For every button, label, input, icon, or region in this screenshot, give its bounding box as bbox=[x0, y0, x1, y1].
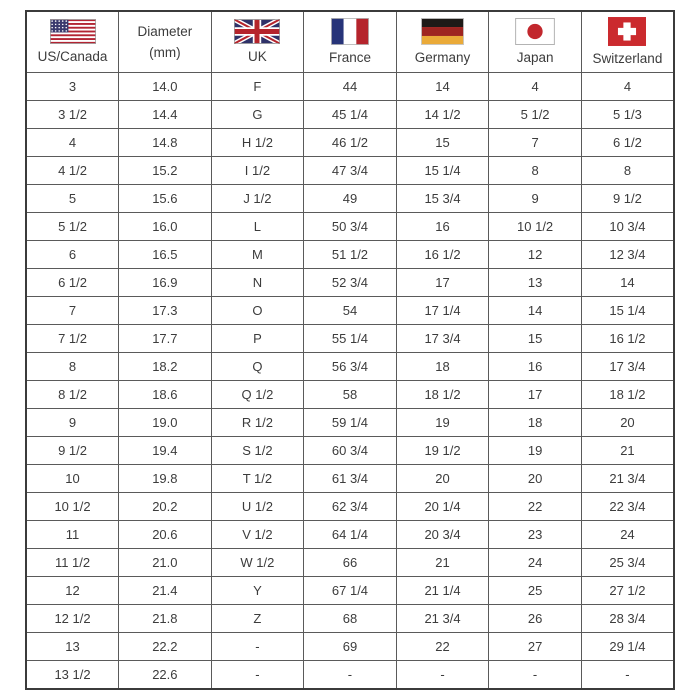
table-cell: 46 1/2 bbox=[304, 129, 397, 157]
column-header-label: Switzerland bbox=[592, 51, 663, 67]
table-cell: 25 3/4 bbox=[581, 549, 674, 577]
table-cell: 15.2 bbox=[119, 157, 212, 185]
table-cell: T 1/2 bbox=[211, 465, 304, 493]
table-cell: 3 1/2 bbox=[26, 101, 119, 129]
column-header-uk bbox=[211, 11, 304, 73]
table-cell: 4 1/2 bbox=[26, 157, 119, 185]
table-cell: W 1/2 bbox=[211, 549, 304, 577]
table-row bbox=[26, 157, 674, 185]
table-cell: 69 bbox=[304, 633, 397, 661]
table-cell: - bbox=[581, 661, 674, 690]
table-cell: 16 bbox=[396, 213, 489, 241]
table-cell: 8 bbox=[489, 157, 582, 185]
table-cell: 20 bbox=[489, 465, 582, 493]
table-cell: 18 1/2 bbox=[396, 381, 489, 409]
table-cell: 16 1/2 bbox=[396, 241, 489, 269]
table-cell: Z bbox=[211, 605, 304, 633]
table-cell: - bbox=[396, 661, 489, 690]
table-cell: 16.9 bbox=[119, 269, 212, 297]
table-cell: 15 bbox=[396, 129, 489, 157]
table-cell: 13 bbox=[489, 269, 582, 297]
table-cell: 5 1/2 bbox=[489, 101, 582, 129]
table-cell: 14 1/2 bbox=[396, 101, 489, 129]
table-cell: 14.8 bbox=[119, 129, 212, 157]
table-cell: 27 bbox=[489, 633, 582, 661]
table-cell: 14 bbox=[396, 73, 489, 101]
table-cell: 24 bbox=[581, 521, 674, 549]
column-header-label: US/Canada bbox=[37, 49, 108, 65]
table-cell: 19.4 bbox=[119, 437, 212, 465]
table-cell: - bbox=[304, 661, 397, 690]
table-cell: 60 3/4 bbox=[304, 437, 397, 465]
table-cell: 26 bbox=[489, 605, 582, 633]
table-cell: M bbox=[211, 241, 304, 269]
table-cell: 21 3/4 bbox=[396, 605, 489, 633]
column-header-label: Diameter bbox=[137, 23, 193, 39]
table-row bbox=[26, 213, 674, 241]
table-row bbox=[26, 325, 674, 353]
table-cell: 22 bbox=[489, 493, 582, 521]
table-cell: 68 bbox=[304, 605, 397, 633]
table-cell: V 1/2 bbox=[211, 521, 304, 549]
table-cell: 67 1/4 bbox=[304, 577, 397, 605]
table-cell: 12 bbox=[26, 577, 119, 605]
table-cell: S 1/2 bbox=[211, 437, 304, 465]
table-cell: L bbox=[211, 213, 304, 241]
table-cell: 61 3/4 bbox=[304, 465, 397, 493]
column-header-label: Japan bbox=[516, 50, 554, 66]
table-cell: 21.8 bbox=[119, 605, 212, 633]
column-header-diameter bbox=[119, 11, 212, 73]
table-cell: P bbox=[211, 325, 304, 353]
table-cell: 13 1/2 bbox=[26, 661, 119, 690]
uk-flag-icon bbox=[234, 19, 280, 44]
table-cell: 18.6 bbox=[119, 381, 212, 409]
table-cell: 9 1/2 bbox=[26, 437, 119, 465]
table-row bbox=[26, 101, 674, 129]
table-row bbox=[26, 73, 674, 101]
table-cell: 13 bbox=[26, 633, 119, 661]
column-header-label: France bbox=[328, 50, 371, 66]
column-header-germany bbox=[396, 11, 489, 73]
table-row bbox=[26, 521, 674, 549]
table-cell: 15 1/4 bbox=[581, 297, 674, 325]
table-cell: F bbox=[211, 73, 304, 101]
table-cell: 20 1/4 bbox=[396, 493, 489, 521]
table-cell: 14 bbox=[581, 269, 674, 297]
table-cell: 7 bbox=[26, 297, 119, 325]
table-cell: N bbox=[211, 269, 304, 297]
table-cell: 16.0 bbox=[119, 213, 212, 241]
table-row bbox=[26, 353, 674, 381]
table-cell: 15 1/4 bbox=[396, 157, 489, 185]
table-cell: 49 bbox=[304, 185, 397, 213]
table-cell: 16.5 bbox=[119, 241, 212, 269]
table-cell: 16 1/2 bbox=[581, 325, 674, 353]
table-row bbox=[26, 465, 674, 493]
column-header-france bbox=[304, 11, 397, 73]
table-cell: 21 1/4 bbox=[396, 577, 489, 605]
table-cell: 19.8 bbox=[119, 465, 212, 493]
table-cell: 52 3/4 bbox=[304, 269, 397, 297]
table-row bbox=[26, 297, 674, 325]
table-cell: 21.4 bbox=[119, 577, 212, 605]
table-cell: 18 bbox=[489, 409, 582, 437]
table-cell: 54 bbox=[304, 297, 397, 325]
table-cell: 19 bbox=[396, 409, 489, 437]
table-cell: G bbox=[211, 101, 304, 129]
table-cell: R 1/2 bbox=[211, 409, 304, 437]
table-cell: 17.3 bbox=[119, 297, 212, 325]
table-row bbox=[26, 577, 674, 605]
column-header-label: UK bbox=[248, 49, 267, 65]
france-flag-icon bbox=[331, 18, 369, 45]
table-cell: 10 bbox=[26, 465, 119, 493]
table-cell: 4 bbox=[489, 73, 582, 101]
table-cell: 14.4 bbox=[119, 101, 212, 129]
table-cell: H 1/2 bbox=[211, 129, 304, 157]
table-cell: Y bbox=[211, 577, 304, 605]
column-header-japan bbox=[489, 11, 582, 73]
table-cell: 15 3/4 bbox=[396, 185, 489, 213]
table-cell: 16 bbox=[489, 353, 582, 381]
table-cell: 4 bbox=[581, 73, 674, 101]
table-row bbox=[26, 241, 674, 269]
table-cell: 18.2 bbox=[119, 353, 212, 381]
table-row bbox=[26, 269, 674, 297]
table-cell: 3 bbox=[26, 73, 119, 101]
table-cell: Q 1/2 bbox=[211, 381, 304, 409]
table-cell: 62 3/4 bbox=[304, 493, 397, 521]
table-cell: 18 bbox=[396, 353, 489, 381]
us-flag-icon bbox=[50, 19, 96, 44]
table-cell: 50 3/4 bbox=[304, 213, 397, 241]
table-cell: 17.7 bbox=[119, 325, 212, 353]
table-cell: 21 bbox=[396, 549, 489, 577]
table-cell: 7 bbox=[489, 129, 582, 157]
table-cell: - bbox=[489, 661, 582, 690]
table-cell: 47 3/4 bbox=[304, 157, 397, 185]
table-header bbox=[26, 11, 674, 73]
table-cell: 11 1/2 bbox=[26, 549, 119, 577]
table-cell: 10 3/4 bbox=[581, 213, 674, 241]
table-cell: 29 1/4 bbox=[581, 633, 674, 661]
table-cell: 6 1/2 bbox=[26, 269, 119, 297]
table-cell: 8 1/2 bbox=[26, 381, 119, 409]
column-header-sublabel: (mm) bbox=[149, 44, 181, 60]
table-cell: 8 bbox=[26, 353, 119, 381]
table-cell: 56 3/4 bbox=[304, 353, 397, 381]
table-cell: 19 bbox=[489, 437, 582, 465]
table-row bbox=[26, 437, 674, 465]
table-cell: J 1/2 bbox=[211, 185, 304, 213]
table-cell: 9 bbox=[489, 185, 582, 213]
table-cell: 6 bbox=[26, 241, 119, 269]
table-cell: 20.6 bbox=[119, 521, 212, 549]
table-cell: 15.6 bbox=[119, 185, 212, 213]
table-cell: 27 1/2 bbox=[581, 577, 674, 605]
table-cell: 21 bbox=[581, 437, 674, 465]
table-row bbox=[26, 605, 674, 633]
table-body bbox=[26, 73, 674, 690]
table-row bbox=[26, 129, 674, 157]
table-cell: 17 1/4 bbox=[396, 297, 489, 325]
table-cell: 5 1/3 bbox=[581, 101, 674, 129]
table-cell: 58 bbox=[304, 381, 397, 409]
table-cell: I 1/2 bbox=[211, 157, 304, 185]
column-header-us-canada bbox=[26, 11, 119, 73]
table-cell: 10 1/2 bbox=[26, 493, 119, 521]
table-cell: 12 1/2 bbox=[26, 605, 119, 633]
header-row bbox=[26, 11, 674, 73]
table-cell: O bbox=[211, 297, 304, 325]
table-cell: 23 bbox=[489, 521, 582, 549]
table-cell: 5 1/2 bbox=[26, 213, 119, 241]
table-cell: 55 1/4 bbox=[304, 325, 397, 353]
table-cell: 17 bbox=[396, 269, 489, 297]
table-cell: 22 3/4 bbox=[581, 493, 674, 521]
table-cell: 44 bbox=[304, 73, 397, 101]
switzerland-flag-icon bbox=[608, 17, 646, 46]
table-cell: 20.2 bbox=[119, 493, 212, 521]
table-cell: - bbox=[211, 633, 304, 661]
table-cell: 17 3/4 bbox=[396, 325, 489, 353]
table-row bbox=[26, 493, 674, 521]
table-cell: 21 3/4 bbox=[581, 465, 674, 493]
table-cell: 17 3/4 bbox=[581, 353, 674, 381]
table-cell: 6 1/2 bbox=[581, 129, 674, 157]
table-cell: 14 bbox=[489, 297, 582, 325]
table-cell: 18 1/2 bbox=[581, 381, 674, 409]
table-cell: 12 3/4 bbox=[581, 241, 674, 269]
table-cell: 11 bbox=[26, 521, 119, 549]
table-cell: 22.6 bbox=[119, 661, 212, 690]
germany-flag-icon bbox=[421, 18, 464, 45]
japan-flag-icon bbox=[515, 18, 555, 45]
table-cell: 20 bbox=[396, 465, 489, 493]
table-cell: 20 bbox=[581, 409, 674, 437]
column-header-switzerland bbox=[581, 11, 674, 73]
table-cell: 12 bbox=[489, 241, 582, 269]
table-cell: 8 bbox=[581, 157, 674, 185]
table-cell: 64 1/4 bbox=[304, 521, 397, 549]
table-cell: 66 bbox=[304, 549, 397, 577]
table-cell: 9 1/2 bbox=[581, 185, 674, 213]
table-cell: 22.2 bbox=[119, 633, 212, 661]
table-cell: 7 1/2 bbox=[26, 325, 119, 353]
table-row bbox=[26, 409, 674, 437]
table-cell: 20 3/4 bbox=[396, 521, 489, 549]
table-cell: 28 3/4 bbox=[581, 605, 674, 633]
ring-size-conversion-table bbox=[25, 10, 675, 690]
table-cell: 9 bbox=[26, 409, 119, 437]
table-cell: 15 bbox=[489, 325, 582, 353]
table-cell: 51 1/2 bbox=[304, 241, 397, 269]
table-row bbox=[26, 549, 674, 577]
table-row bbox=[26, 185, 674, 213]
table-cell: 59 1/4 bbox=[304, 409, 397, 437]
conversion-table bbox=[25, 10, 675, 690]
table-cell: U 1/2 bbox=[211, 493, 304, 521]
table-cell: 10 1/2 bbox=[489, 213, 582, 241]
table-cell: 45 1/4 bbox=[304, 101, 397, 129]
table-cell: 5 bbox=[26, 185, 119, 213]
table-cell: 22 bbox=[396, 633, 489, 661]
table-cell: 19.0 bbox=[119, 409, 212, 437]
table-cell: 25 bbox=[489, 577, 582, 605]
table-cell: - bbox=[211, 661, 304, 690]
table-cell: 4 bbox=[26, 129, 119, 157]
table-cell: Q bbox=[211, 353, 304, 381]
table-cell: 19 1/2 bbox=[396, 437, 489, 465]
table-cell: 14.0 bbox=[119, 73, 212, 101]
table-row bbox=[26, 381, 674, 409]
table-row bbox=[26, 633, 674, 661]
table-cell: 17 bbox=[489, 381, 582, 409]
table-cell: 21.0 bbox=[119, 549, 212, 577]
column-header-label: Germany bbox=[414, 50, 471, 66]
table-cell: 24 bbox=[489, 549, 582, 577]
table-row bbox=[26, 661, 674, 690]
